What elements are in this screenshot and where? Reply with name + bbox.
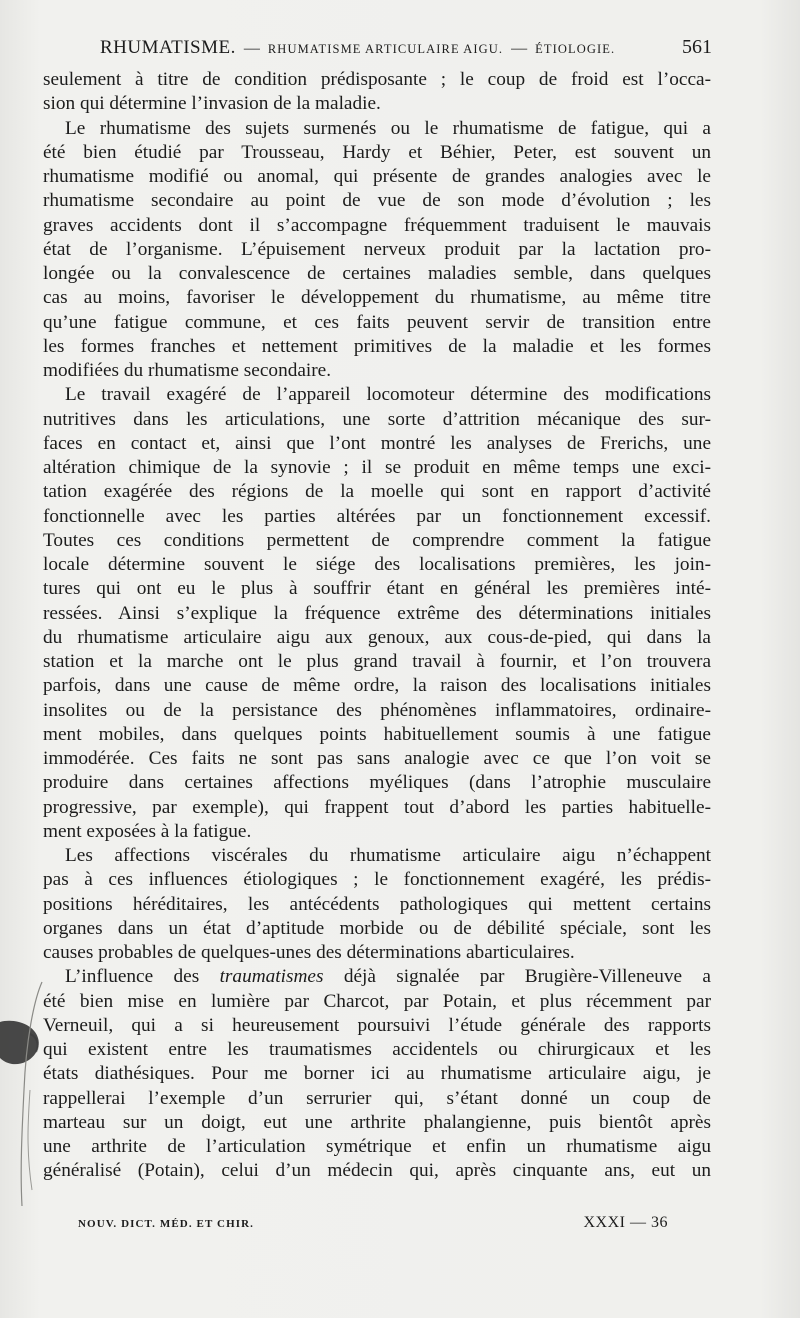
text-line: modifiées du rhumatisme secondaire. [43,360,332,381]
text-line: nutritives dans les articulations, une sorte d’attrition mécanique des sur- [43,408,711,430]
text-line: été bien mise en lumière par Charcot, par Potain, et plus récemment par [43,990,711,1012]
text-line: immodérée. Ces faits ne sont pas sans analogie avec ce que l’on voit se [43,748,711,769]
header-separator: — [511,40,528,57]
text-line: les formes franches et nettement primitives de la maladie et les formes [43,335,711,357]
text-line: locale détermine souvent le siége des localisations premières, les join- [43,554,711,575]
text-line: organes dans un état d’aptitude morbide ou de débilité spéciale, sont les [43,917,711,939]
header-separator: — [243,40,260,57]
text-line: pas à ces influences étiologiques ; le fonctionnement exagéré, les prédis- [43,869,711,891]
text-line: longée ou la convalescence de certaines maladies semble, dans quelques [43,263,711,284]
running-header [100,36,712,64]
italic-term: traumatismes [219,966,324,988]
text-line: Les affections viscérales du rhumatisme articulaire aigu n’échappent [65,845,711,866]
text-line: rhumatisme modifié ou anomal, qui présente de grandes analogies avec le [43,166,711,187]
body-text [43,68,711,1184]
text-line: ment mobiles, dans quelques points habituellement soumis à une fatigue [43,723,711,745]
text-line-end: déjà signalée par Brugière-Villeneuve a [323,966,711,988]
text-line: parfois, dans une cause de même ordre, la raison des localisations initiales [43,675,711,697]
text-line: marteau sur un doigt, eut une arthrite phalangienne, puis bientôt après [43,1111,711,1133]
text-line: faces en contact et, ainsi que l’ont montré les analyses de Frerichs, une [43,432,711,454]
text-line: graves accidents dont il s’accompagne fréquemment traduisent le mauvais [43,214,711,236]
text-line: Toutes ces conditions permettent de comprendre comment la fatigue [43,529,711,551]
text-line: qu’une fatigue commune, et ces faits peuvent servir de transition entre [43,311,711,333]
text-line [43,965,711,989]
page-footer [78,1214,668,1234]
text-line: cas au moins, favoriser le développement du rhumatisme, au même titre [43,287,711,309]
text-line: Verneuil, qui a si heureusement poursuivi l’étude générale des rapports [43,1014,711,1036]
text-line: rhumatisme secondaire au point de vue de son mode d’évolution ; les [43,190,711,212]
text-line: station et la marche ont le plus grand travail à fournir, et l’on trouvera [43,651,711,672]
text-line: Le rhumatisme des sujets surmenés ou le rhumatisme de fatigue, qui a [65,117,711,139]
text-line: positions héréditaires, les antécédents pathologiques qui mettent certains [43,893,711,915]
text-line: tures qui ont eu le plus à souffrir étant en général les premières inté- [43,578,711,600]
text-line-start: L’influence des [65,966,220,988]
text-line: causes probables de quelques-unes des déterminations abarticulaires. [43,942,575,963]
header-subtitle: RHUMATISME ARTICULAIRE AIGU. [267,42,504,56]
text-line: rappellerai l’exemple d’un serrurier qui, s’étant donné un coup de [43,1087,711,1109]
text-line: ment exposées à la fatigue. [43,820,252,842]
text-line: qui existent entre les traumatismes accidentels ou chirurgicaux et les [43,1039,711,1060]
text-line: produire dans certaines affections myéliques (dans l’atrophie musculaire [43,772,711,794]
text-line: du rhumatisme articulaire aigu aux genoux, aux cous-de-pied, qui dans la [43,626,711,648]
footer-publication: NOUV. DICT. MÉD. ET CHIR. [78,1218,255,1230]
text-line: fonctionnelle avec les parties altérées par un fonctionnement excessif. [43,505,711,527]
header-section: ÉTIOLOGIE. [535,42,616,56]
text-line: progressive, par exemple), qui frappent tout d’abord les parties habituelle- [43,796,711,818]
text-line: états diathésiques. Pour me borner ici au rhumatisme articulaire aigu, je [43,1063,711,1085]
text-line: état de l’organisme. L’épuisement nerveux produit par la lactation pro- [43,238,711,260]
text-line: une arthrite de l’articulation symétrique et enfin un rhumatisme aigu [43,1136,711,1157]
text-line: été bien étudié par Trousseau, Hardy et Béhier, Peter, est souvent un [43,141,711,163]
text-line: Le travail exagéré de l’appareil locomoteur détermine des modifications [65,384,711,406]
text-line: altération chimique de la synovie ; il se produit en même temps une exci- [43,457,711,478]
header-title: RHUMATISME. [100,37,236,58]
text-line: ressées. Ainsi s’explique la fréquence extrême des déterminations initiales [43,602,711,624]
text-line: insolites ou de la persistance des phénomènes inflammatoires, ordinaire- [43,699,711,721]
text-line: généralisé (Potain), celui d’un médecin qui, après cinquante ans, eut un [43,1160,711,1182]
text-line: seulement à titre de condition prédisposante ; le coup de froid est l’occa- [43,69,711,90]
page-number: 561 [682,36,712,58]
text-line: sion qui détermine l’invasion de la maladie. [43,93,381,115]
footer-signature: XXXI — 36 [583,1214,668,1231]
pencil-mark [8,980,48,1210]
text-line: tation exagérée des régions de la moelle qui sont en rapport d’activité [43,481,711,503]
